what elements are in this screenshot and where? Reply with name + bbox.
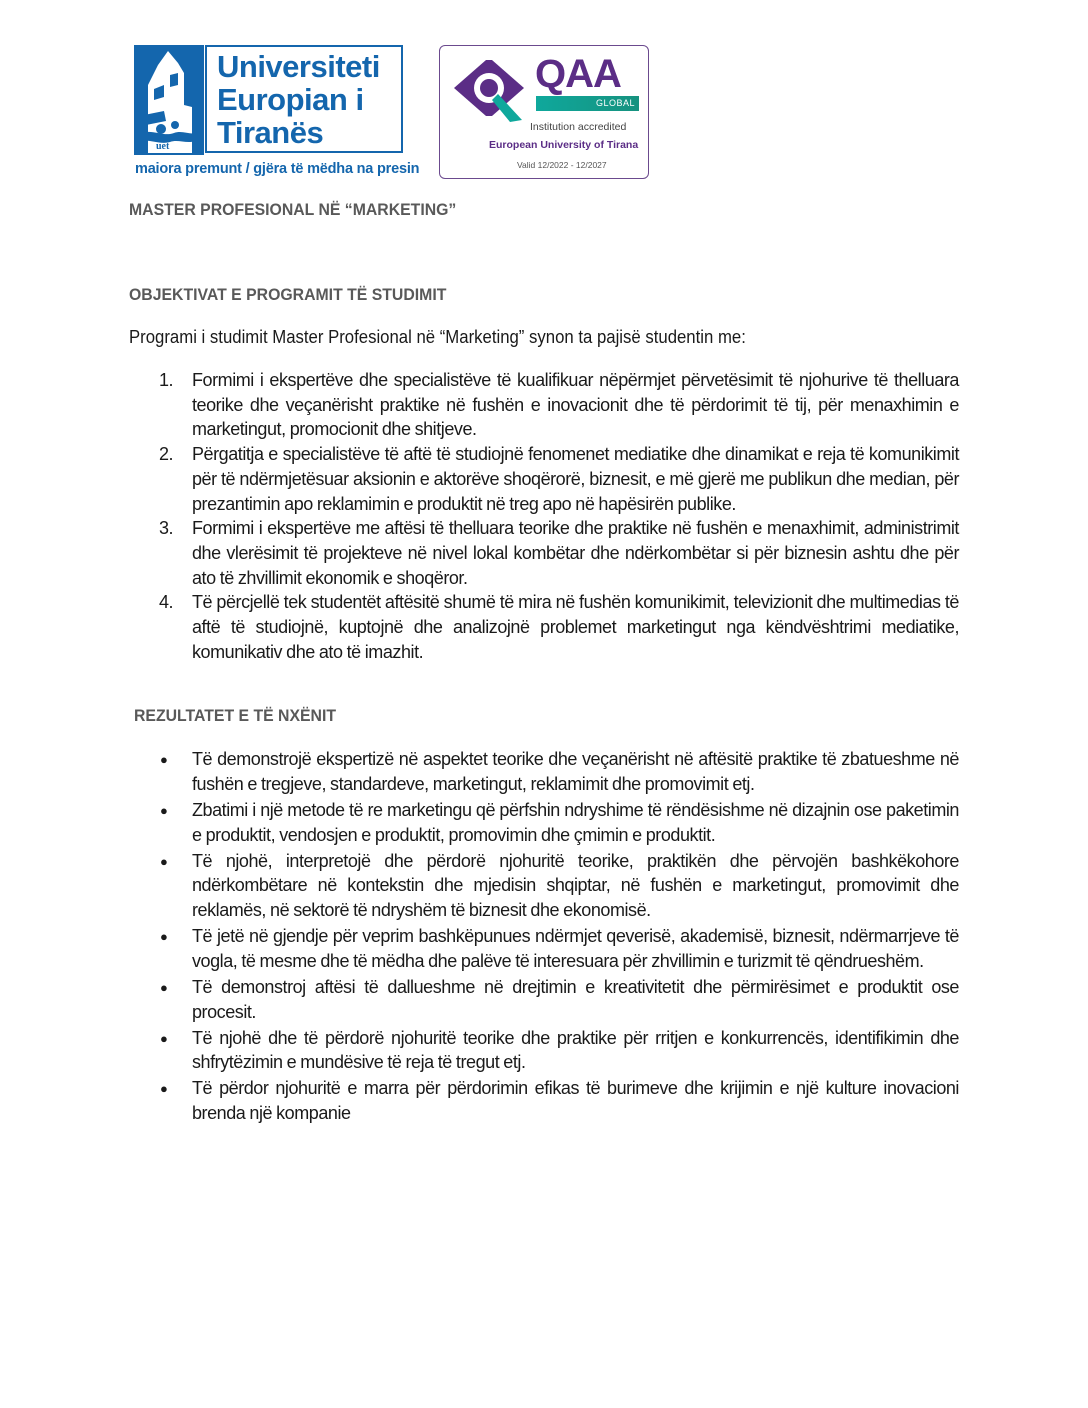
list-number: 4. [159, 592, 174, 613]
list-item [159, 590, 959, 664]
list-item [159, 368, 959, 442]
list-item [159, 442, 959, 516]
list-item-text: Të demonstrojë ekspertizë në aspektet teorike dhe veçanërisht në aftësitë praktike të zbatueshme në fushën e tregjeve, standardeve, marketingut, reklamimit dhe promovimit etj. [192, 749, 959, 794]
list-item-text: Të jetë në gjendje për veprim bashkëpunues ndërmjet qeverisë, akademisë, biznesit, ndërmarrjeve të vogla, të mesme dhe të mëdha dhe palëve të interesuara për zhvillimin e turizmit të qëndrueshëm. [192, 926, 959, 971]
university-logo [134, 45, 420, 179]
bullet-icon: ● [160, 1081, 168, 1097]
list-item [160, 924, 959, 973]
accreditation-status: Institution accredited [530, 121, 627, 133]
list-item-text: Të demonstroj aftësi të dallueshme në drejtimin e kreativitetit dhe përmirësimet e produktit ose procesit. [192, 976, 959, 1022]
outcomes-list [160, 747, 959, 1127]
list-number: 1. [159, 370, 174, 390]
university-name-line-2: Europian i [217, 82, 364, 117]
list-item [160, 975, 959, 1024]
bullet-icon: ● [160, 853, 168, 869]
outcomes-heading: REZULTATET E TË NXËNIT [134, 706, 337, 725]
qaa-q-logo-icon [452, 54, 532, 126]
list-item-text: Të përdor njohuritë e marra për përdorimin efikas të burimeve dhe krijimin e një kulture inovacioni brenda një kompanie [192, 1078, 959, 1124]
list-item [160, 798, 959, 847]
university-emblem-icon [134, 45, 204, 155]
university-name-line-1: Universiteti [217, 49, 380, 84]
accredited-institution: European University of Tirana [489, 139, 639, 151]
emblem-text: uet [156, 141, 170, 152]
bullet-icon: ● [160, 802, 168, 818]
bullet-icon: ● [160, 979, 168, 995]
qaa-brand: QAA [535, 52, 621, 96]
list-item-text: Të njohë, interpretojë dhe përdorë njohuritë teorike, praktikën dhe përvojën bashkëkohore ndërkombëtare në kontekstin dhe mjedisin shqiptar, në fushën e marketingut, promovimit dhe reklamës, në sektorë të ndryshëm të biznesit dhe ekonomisë. [192, 850, 959, 920]
document-title: MASTER PROFESIONAL NË “MARKETING” [129, 200, 457, 219]
list-item-text: Të përcjellë tek studentët aftësitë shumë të mira në fushën komunikimit, televizionit dhe multimedias të aftë të studiojnë, kuptojnë dhe analizojnë problemet marketingut nga këndvështrimi mediatike, komunikativ dhe ato të imazhit. [192, 592, 959, 662]
bullet-icon: ● [160, 1030, 168, 1046]
list-item-text: Zbatimi i një metode të re marketingu që përfshin ndryshime të rëndësishme në dizajnin ose paketimin e produktit, vendosjen e produktit, promovimin dhe çmimin e produktit. [192, 799, 959, 845]
university-name [217, 50, 380, 149]
list-item [160, 1026, 959, 1075]
university-motto: maiora premunt / gjëra të mëdha na presin [135, 161, 420, 177]
list-item-text: Të njohë dhe të përdorë njohuritë teorike dhe praktike për rritjen e konkurrencës, identifikimin dhe shfrytëzimin e mundësive të reja të tregut etj. [192, 1027, 959, 1073]
qaa-global-tag: GLOBAL [536, 96, 639, 111]
objectives-intro: Programi i studimit Master Profesional në “Marketing” synon ta pajisë studentin me: [129, 327, 746, 347]
university-name-line-3: Tiranës [217, 115, 324, 150]
list-item-text: Përgatitja e specialistëve të aftë të studiojnë fenomenet mediatike dhe dinamikat e reja të komunikimit për të ndërmjetësuar aksionin e aktorëve shoqërorë, biznesit, e më gjerë me publikun dhe median, për prezantimin apo reklamimin e produktit në treg apo në hapësirën publike. [192, 444, 959, 514]
list-item-text: Formimi i ekspertëve dhe specialistëve të kualifikuar nëpërmjet përvetësimit të njohurive të thelluara teorike dhe veçanërisht praktike në fushën e inovacionit dhe të përdorimit të tij, për menaxhimin e marketingut, promocionit dhe shitjeve. [192, 370, 959, 440]
university-name-box [205, 45, 403, 153]
list-item [160, 747, 959, 796]
list-item [160, 849, 959, 923]
list-item [160, 1076, 959, 1125]
list-item-text: Formimi i ekspertëve me aftësi të thelluara teorike dhe praktike në fushën e menaxhimit, administrimit dhe vlerësimit të projekteve në nivel lokal kombëtar dhe ndërkombëtar si për biznesin ashtu dhe për ato të zhvillimit ekonomik e shoqëror. [192, 518, 959, 588]
accreditation-validity: Valid 12/2022 - 12/2027 [517, 160, 607, 170]
list-number: 2. [159, 444, 174, 465]
bullet-icon: ● [160, 752, 168, 767]
list-number: 3. [159, 518, 174, 539]
list-item [159, 516, 959, 590]
qaa-accreditation-badge [439, 45, 649, 179]
objectives-heading: OBJEKTIVAT E PROGRAMIT TË STUDIMIT [129, 285, 447, 304]
bullet-icon: ● [160, 929, 168, 945]
objectives-list [159, 368, 959, 664]
